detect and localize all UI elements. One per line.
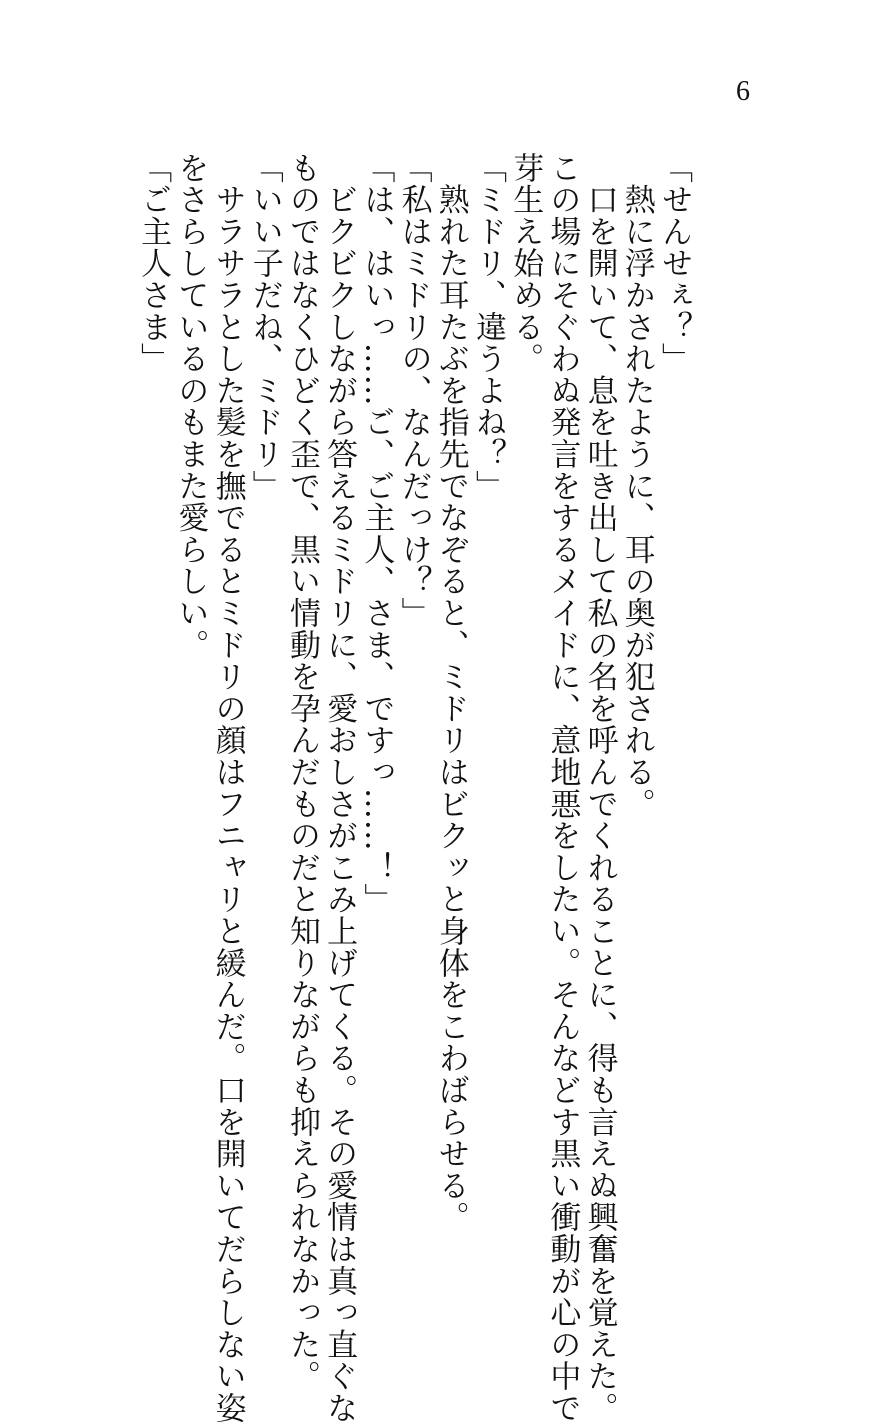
- text-line: ものではなくひどく歪で、黒い情動を孕んだものだと知りながらも抑えられなかった。: [283, 152, 320, 1393]
- text-line: ビクビクしながら答えるミドリに、愛おしさがこみ上げてくる。その愛情は真っ直ぐな: [321, 152, 358, 1424]
- text-line: 熟れた耳たぶを指先でなぞると、ミドリはビクッと身体をこわばらせる。: [432, 152, 469, 1234]
- page-number: 6: [736, 76, 750, 107]
- text-line: 「私はミドリの、なんだっけ？」: [395, 152, 432, 629]
- text-line: 芽生え始める。: [507, 152, 544, 375]
- text-line: 口を開いて、息を吐き出して私の名を呼んでくれることに、得も言えぬ興奮を覚えた。: [581, 152, 618, 1424]
- text-line: サラサラとした髪を撫でるとミドリの顔はフニャリと緩んだ。口を開いてだらしない姿: [209, 152, 246, 1424]
- text-line: 「ミドリ、違うよね？」: [469, 152, 506, 502]
- vertical-text-body: [134, 152, 692, 1424]
- text-line: 「ご主人さま」: [135, 152, 172, 375]
- text-line: この場にそぐわぬ発言をするメイドに、意地悪をしたい。そんなどす黒い衝動が心の中で: [544, 152, 581, 1424]
- text-line: 「は、はいっ……ご、ご主人、さま、ですっ……！」: [358, 152, 395, 916]
- text-line: 「いい子だね、ミドリ」: [246, 152, 283, 502]
- text-line: をさらしているのもまた愛らしい。: [172, 152, 209, 661]
- text-line: 熱に浮かされたように、耳の奥が犯される。: [618, 152, 655, 820]
- text-line: 「せんせぇ？」: [656, 152, 692, 375]
